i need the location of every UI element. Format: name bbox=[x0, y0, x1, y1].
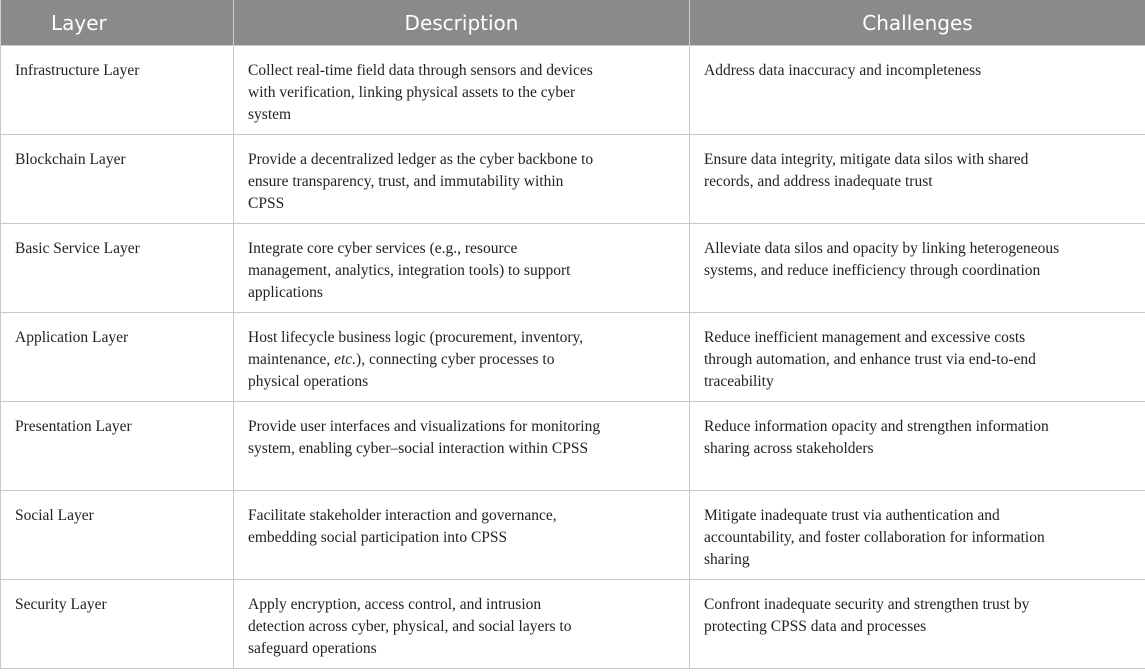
layer-cell: Application Layer bbox=[1, 313, 234, 402]
challenges-cell: Reduce inefficient management and excessive costs through automation, and enhance trust via end-to-end traceability bbox=[690, 313, 1145, 402]
challenges-cell: Reduce information opacity and strengthen information sharing across stakeholders bbox=[690, 402, 1145, 491]
challenges-cell: Alleviate data silos and opacity by linking heterogeneous systems, and reduce inefficiency through coordination bbox=[690, 224, 1145, 313]
layer-cell: Infrastructure Layer bbox=[1, 46, 234, 135]
layer-cell: Basic Service Layer bbox=[1, 224, 234, 313]
header-row bbox=[1, 0, 1145, 46]
header-layer: Layer bbox=[1, 0, 234, 46]
description-cell: Provide user interfaces and visualizations for monitoring system, enabling cyber–social interaction within CPSS bbox=[234, 402, 690, 491]
table-row bbox=[1, 135, 1145, 224]
layer-cell: Blockchain Layer bbox=[1, 135, 234, 224]
table-row bbox=[1, 46, 1145, 135]
challenges-cell: Confront inadequate security and strengthen trust by protecting CPSS data and processes bbox=[690, 580, 1145, 669]
challenges-cell: Ensure data integrity, mitigate data silos with shared records, and address inadequate trust bbox=[690, 135, 1145, 224]
description-cell: Apply encryption, access control, and intrusion detection across cyber, physical, and social layers to safeguard operations bbox=[234, 580, 690, 669]
description-cell: Provide a decentralized ledger as the cyber backbone to ensure transparency, trust, and immutability within CPSS bbox=[234, 135, 690, 224]
table-row bbox=[1, 224, 1145, 313]
table-row bbox=[1, 402, 1145, 491]
layer-cell: Social Layer bbox=[1, 491, 234, 580]
table-row bbox=[1, 580, 1145, 669]
description-cell: Facilitate stakeholder interaction and governance, embedding social participation into CPSS bbox=[234, 491, 690, 580]
challenges-cell: Address data inaccuracy and incompleteness bbox=[690, 46, 1145, 135]
challenges-cell: Mitigate inadequate trust via authentication and accountability, and foster collaboration for information sharing bbox=[690, 491, 1145, 580]
table-header bbox=[1, 0, 1145, 46]
table-row bbox=[1, 491, 1145, 580]
layer-cell: Security Layer bbox=[1, 580, 234, 669]
etc-italic: etc. bbox=[334, 351, 357, 368]
description-cell: Host lifecycle business logic (procurement, inventory, maintenance, etc.), connecting cyber processes to physical operations bbox=[234, 313, 690, 402]
table-row bbox=[1, 313, 1145, 402]
description-cell: Integrate core cyber services (e.g., resource management, analytics, integration tools) to support applications bbox=[234, 224, 690, 313]
layer-cell: Presentation Layer bbox=[1, 402, 234, 491]
header-challenges: Challenges bbox=[690, 0, 1145, 46]
description-cell: Collect real-time field data through sensors and devices with verification, linking physical assets to the cyber system bbox=[234, 46, 690, 135]
table-body bbox=[1, 46, 1145, 669]
header-description: Description bbox=[234, 0, 690, 46]
